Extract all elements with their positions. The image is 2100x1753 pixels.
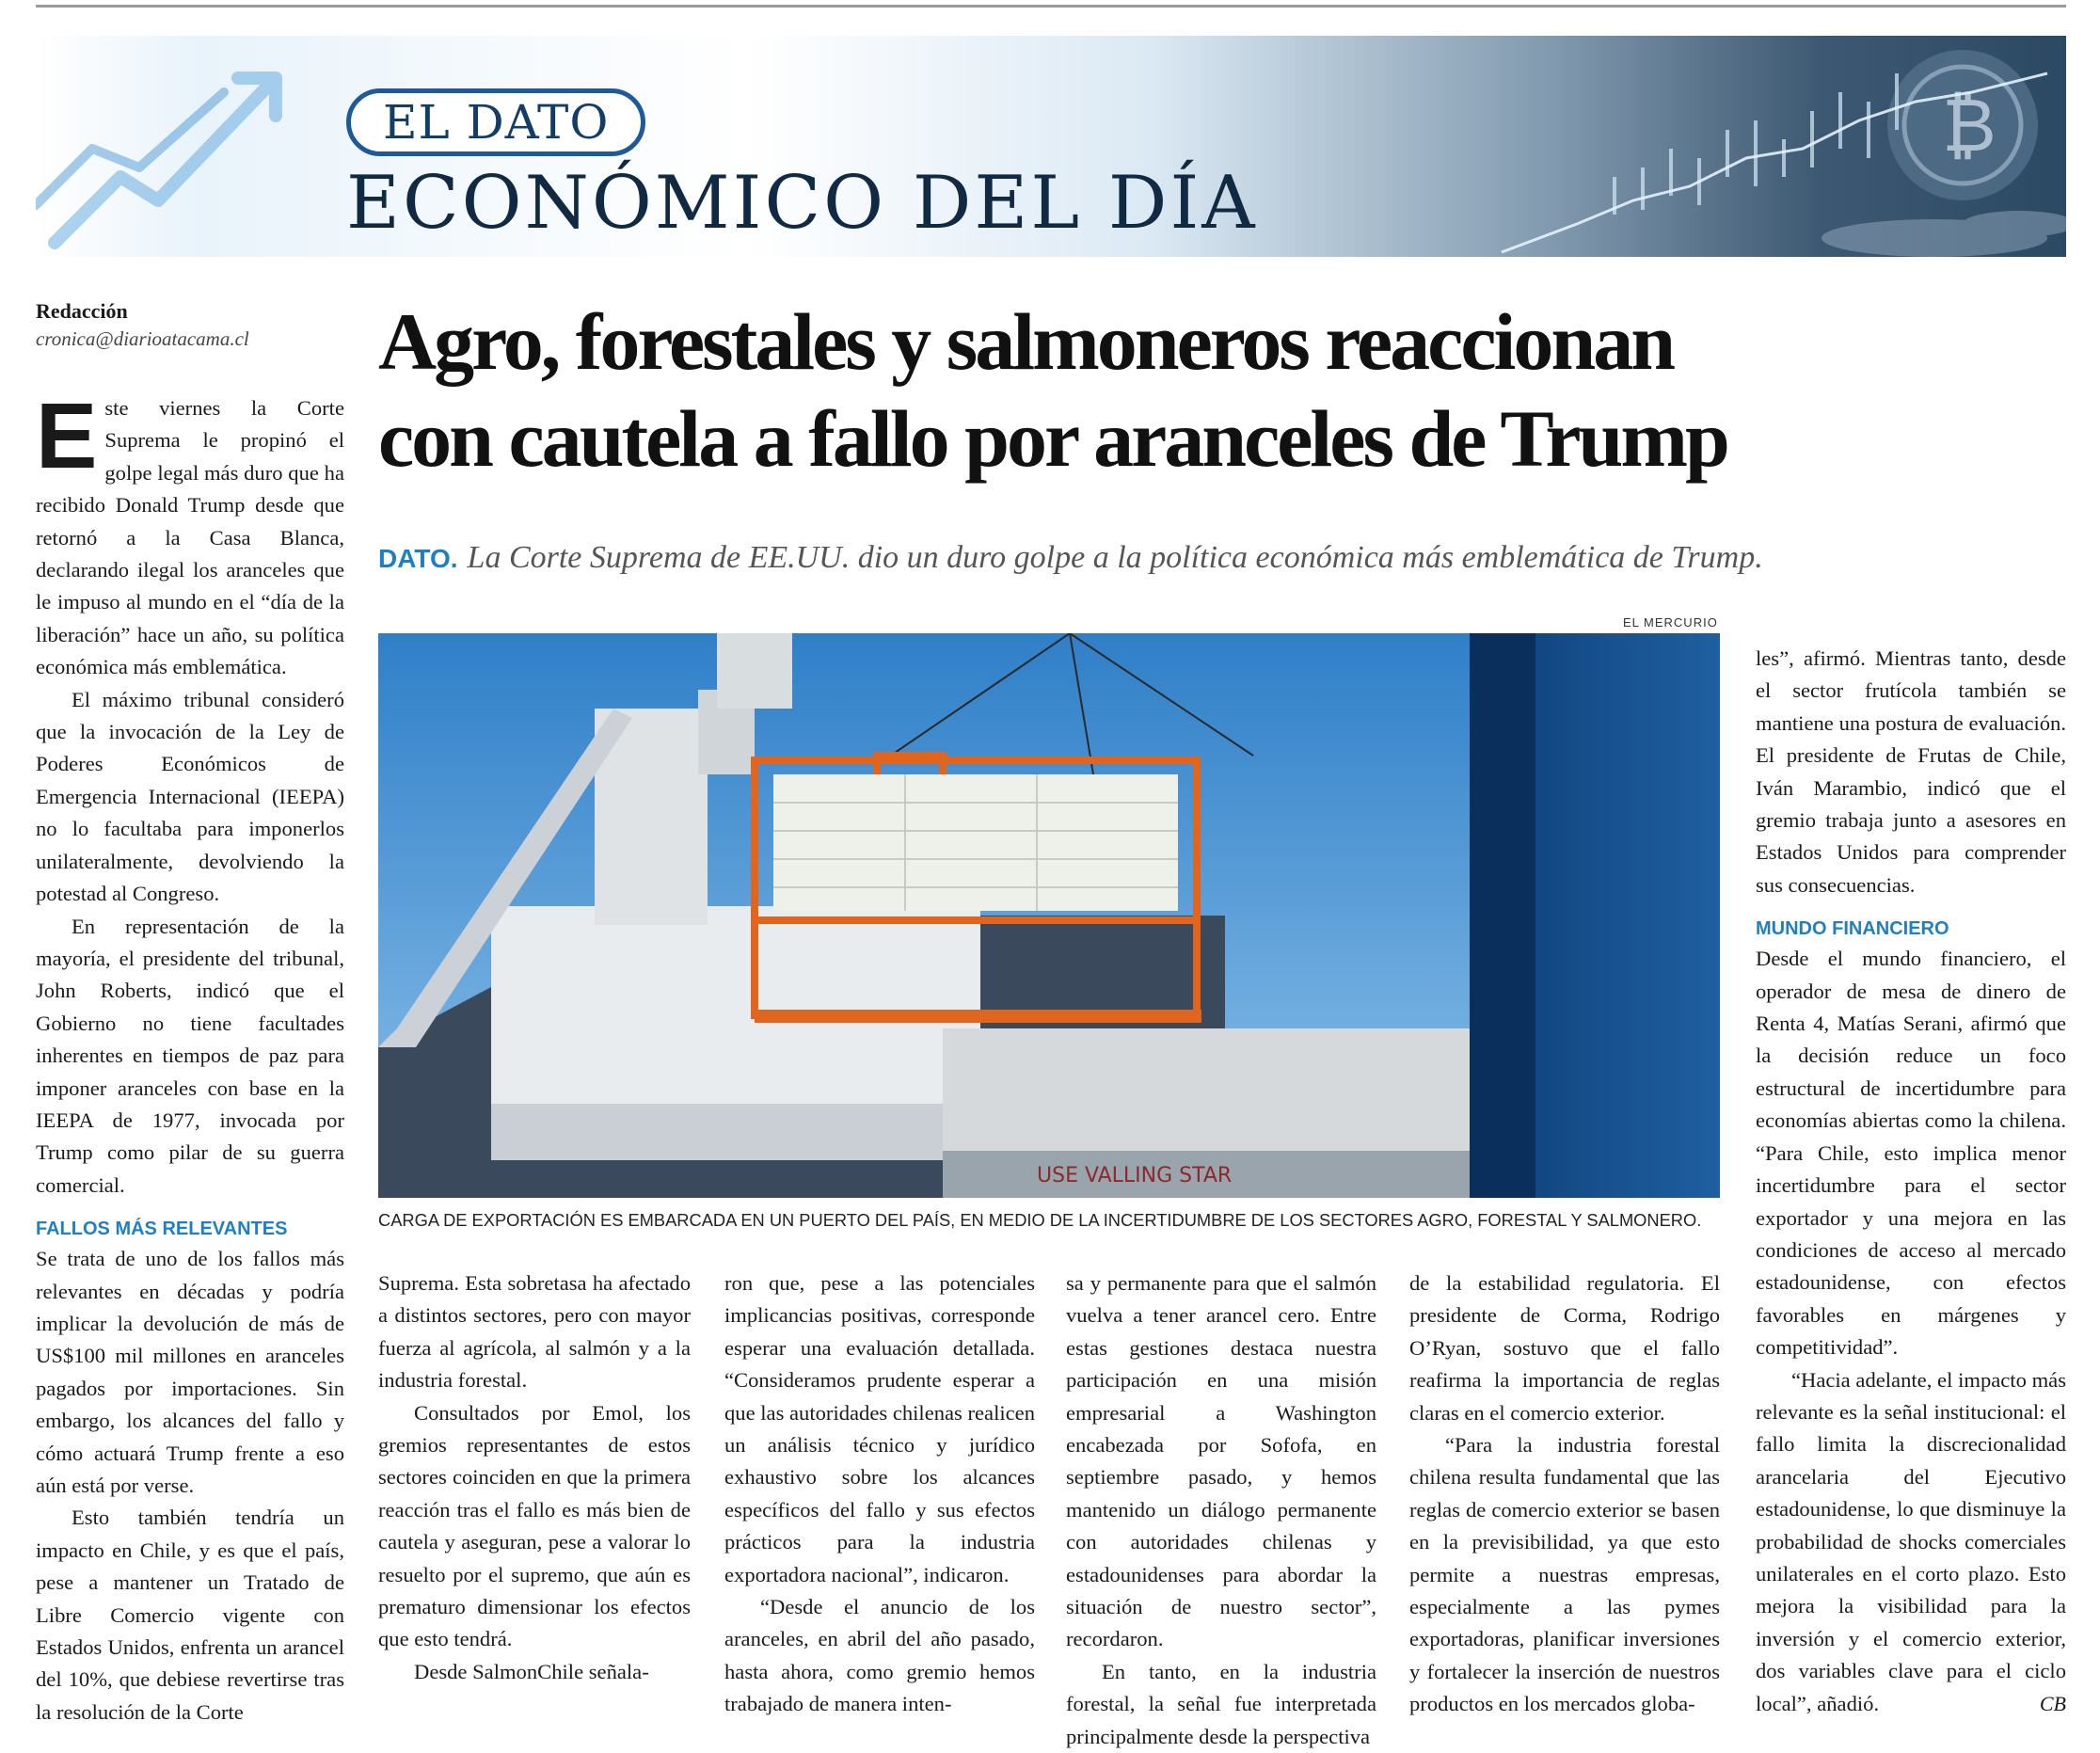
paragraph: Consultados por Emol, los gremios representantes de estos sectores coinciden en que la primera reacción tras el fallo es más bien de cautela y aseguran, pese a valorar lo resuelto por el supremo, que aún es prematuro dimensionar los efectos que esto tendrá.: [378, 1400, 691, 1651]
section-banner: [36, 36, 2066, 257]
svg-text:USE VALLING STAR: USE VALLING STAR: [1037, 1164, 1233, 1187]
byline-name: Redacción: [36, 299, 128, 323]
svg-text:₿: ₿: [1942, 84, 1997, 168]
byline-email: cronica@diarioatacama.cl: [36, 327, 249, 350]
column-3: [724, 1267, 1035, 1721]
port-cargo-photo: [378, 633, 1720, 1198]
headline-line-2: con cautela a fallo por aranceles de Trump: [378, 393, 1727, 484]
summary-tag: DATO.: [378, 544, 458, 573]
headline-line-1: Agro, forestales y salmoneros reaccionan: [378, 296, 1674, 387]
paragraph: Desde SalmonChile señala-: [414, 1659, 649, 1683]
photo-credit: EL MERCURIO: [1623, 615, 1718, 629]
column-6: [1756, 643, 2066, 1720]
paragraph: les”, afirmó. Mientras tanto, desde el sector frutícola también se mantiene una postura de evaluación. El presidente de Frutas de Chile, Iván Marambio, indicó que el gremio trabaja junto a asesores en Estados Unidos para comprender sus consecuencias.: [1756, 646, 2066, 897]
paragraph: “Desde el anuncio de los aranceles, en abril del año pasado, hasta ahora, como gremio hemos trabajado de manera inten-: [724, 1595, 1035, 1716]
paragraph: Se trata de uno de los fallos más relevantes en décadas y podría implicar la devolución de más de US$100 mil millones en aranceles pagados por importaciones. Sin embargo, los alcances del fallo y cómo actuará Trump frente a eso aún está por verse.: [36, 1247, 344, 1497]
market-chart-graphic: [1219, 36, 2066, 257]
subheading: FALLOS MÁS RELEVANTES: [36, 1219, 288, 1240]
drop-cap: E: [36, 384, 98, 487]
paragraph: “Hacia adelante, el impacto más relevante es la señal institucional: el fallo limita la discrecionalidad arancelaria del Ejecutivo estadounidense, lo que disminuye la probabilidad de shocks comerciales unilaterales en el corto plazo. Esto mejora la visibilidad para la inversión y el comercio exterior, dos variables clave para el ciclo local”, añadió. CB: [1756, 1364, 2066, 1720]
column-4: [1066, 1267, 1376, 1753]
article-photo: [378, 633, 1720, 1198]
paragraph: de la estabilidad regulatoria. El presidente de Corma, Rodrigo O’Ryan, sostuvo que el fallo reafirma la importancia de reglas claras en el comercio exterior.: [1409, 1271, 1720, 1425]
photo-caption: CARGA DE EXPORTACIÓN ES EMBARCADA EN UN PUERTO DEL PAÍS, EN MEDIO DE LA INCERTIDUMBRE DE LOS SECTORES AGRO, FORESTAL Y SALMONERO.: [378, 1210, 1702, 1230]
paragraph: Esto también tendría un impacto en Chile, y es que el país, pese a mantener un Tratado de Libre Comercio vigente con Estados Unidos, enfrenta un arancel del 10%, que debiese revertirse tras la resolución de la Corte: [36, 1506, 344, 1724]
growth-arrows-graphic: [36, 36, 374, 257]
summary-text: La Corte Suprema de EE.UU. dio un duro golpe a la política económica más emblemática de Trump.: [467, 540, 1763, 575]
lead-paragraph: Este viernes la Corte Suprema le propinó el golpe legal más duro que ha recibido Donald Trump desde que retornó a la Casa Blanca, declarando ilegal los aranceles que le impuso al mundo en el “día de la liberación” hace un año, su política económica más emblemática.: [36, 384, 344, 679]
section-title: ECONÓMICO DEL DÍA: [346, 161, 1258, 246]
paragraph: Desde el mundo financiero, el operador de mesa de dinero de Renta 4, Matías Serani, afirmó que la decisión reduce un foco estructural de incertidumbre para economías abiertas como la chilena. “Para Chile, esto implica menor incertidumbre para el sector exportador y una mejora en las condiciones de acceso al mercado estadounidense, con efectos favorables en márgenes y competitividad”.: [1756, 947, 2066, 1360]
column-2: [378, 1267, 691, 1688]
section-pill-label: EL DATO: [346, 88, 645, 156]
end-mark-icon: CB: [2039, 1691, 2066, 1715]
paragraph: Suprema. Esta sobretasa ha afectado a distintos sectores, pero con mayor fuerza al agrícola, al salmón y a la industria forestal.: [378, 1271, 691, 1393]
paragraph: sa y permanente para que el salmón vuelva a tener arancel cero. Entre estas gestiones destaca nuestra participación en una misión empresarial a Washington encabezada por Sofofa, en septiembre pasado, y hemos mantenido un diálogo permanente con autoridades chilenas y estadounidenses para abordar la situación de nuestro sector”, recordaron.: [1066, 1271, 1376, 1651]
summary-deck: [378, 540, 2072, 576]
column-1: [36, 384, 344, 1729]
paragraph: En representación de la mayoría, el presidente del tribunal, John Roberts, indicó que el Gobierno no tiene facultades inherentes en tiempos de paz para imponer aranceles con base en la IEEPA de 1977, invocada por Trump como pilar de su guerra comercial.: [36, 914, 344, 1197]
column-5: [1409, 1267, 1720, 1721]
paragraph: En tanto, en la industria forestal, la señal fue interpretada principalmente desde la perspectiva: [1066, 1659, 1376, 1748]
article-headline: [378, 294, 2072, 487]
paragraph: El máximo tribunal consideró que la invocación de la Ley de Poderes Económicos de Emergencia Internacional (IEEPA) no lo facultaba para imponerlos unilateralmente, devolviendo la potestad al Congreso.: [36, 687, 344, 906]
paragraph: “Para la industria forestal chilena resulta fundamental que las reglas de comercio exterior se basen en la previsibilidad, ya que esto permite a nuestras empresas, especialmente a las pymes exportadoras, planificar inversiones y fortalecer la inserción de nuestros productos en los mercados globa-: [1409, 1433, 1720, 1716]
top-rule: [36, 5, 2066, 8]
paragraph: ron que, pese a las potenciales implicancias positivas, corresponde esperar una evaluación detallada. “Consideramos prudente esperar a que las autoridades chilenas realicen un análisis técnico y jurídico exhaustivo sobre los alcances específicos del fallo y sus efectos prácticos para la industria exportadora nacional”, indicaron.: [724, 1271, 1035, 1586]
subheading: MUNDO FINANCIERO: [1756, 918, 1949, 940]
